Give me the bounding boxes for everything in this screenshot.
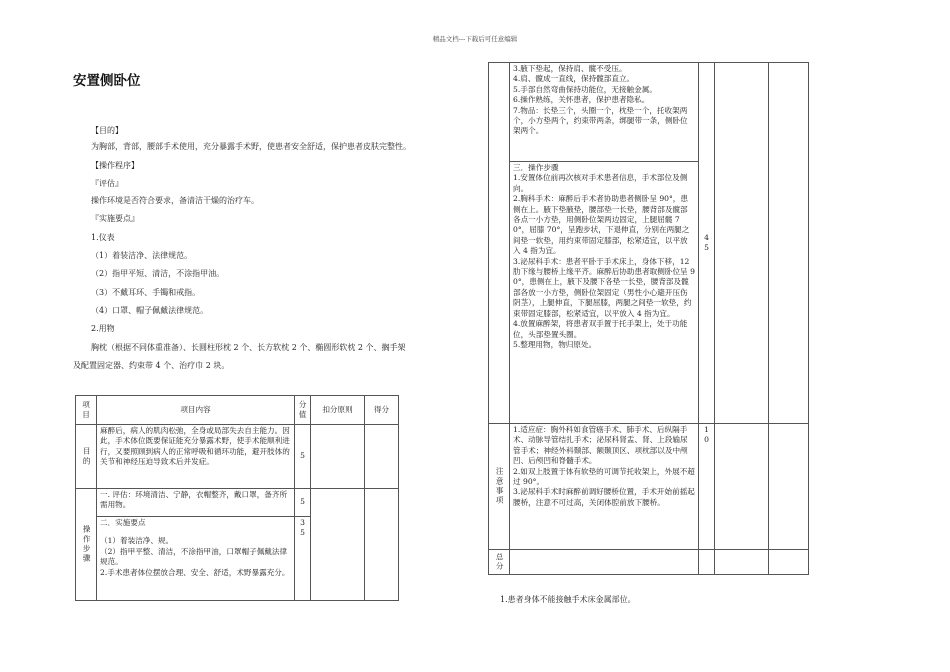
- row-points: [769, 63, 809, 424]
- supplies-text-line-2: 及配置固定器、约束带 4 个、治疗巾 2 块。: [73, 361, 230, 370]
- section-purpose-heading: 【目的】: [91, 126, 123, 135]
- row-deduction: [715, 63, 769, 424]
- page-title: 安置侧卧位: [73, 73, 141, 89]
- appearance-item-1: （1）着装洁净、法律规范。: [91, 251, 193, 260]
- supplies-text-line-1: 胸枕（根据不同体重准备）、长圆柱形枕 2 个、长方软枕 2 个、椭圆形软枕 2 个、搁手架: [91, 343, 406, 352]
- row-score: 5: [295, 489, 311, 517]
- assessment-heading: 『评估』: [91, 179, 123, 188]
- row-score: 45: [699, 63, 715, 424]
- row-points: [769, 424, 809, 550]
- header-item: 项目: [76, 396, 97, 425]
- row-content: 1.适应症：胸外科如食管癌手术、肺手术、后纵隔手术、动脉导管结扎手术；泌尿科肾盂、肾、上段输尿管手术；神经外科颞部、额颞顶区、项枕部以及中颅凹、后颅凹和脊髓手术。 2.如双上肢置于体有软垫的可调节托收架上，外展不超过 90°。 3.泌尿科手术时麻醉前调好腰桥位置，手术开始前摇起腰桥，注意不可过高，关闭体腔前放下腰桥。: [510, 424, 699, 550]
- row-score: [699, 550, 715, 575]
- section-procedure-heading: 【操作程序】: [91, 161, 139, 170]
- table-row: [489, 63, 809, 162]
- header-content: 项目内容: [97, 396, 295, 425]
- implementation-heading: 『实施要点』: [91, 214, 139, 223]
- table-row: [76, 489, 399, 517]
- header-points: 得分: [365, 396, 399, 425]
- header-note: 精品文档---下载后可任意编辑: [432, 35, 518, 43]
- assessment-text: 操作环境是否符合要求，备清洁干燥的治疗车。: [91, 196, 259, 205]
- right-score-table: [488, 62, 809, 575]
- footer-note: 1.患者身体不能接触手术床金属部位。: [500, 595, 636, 604]
- row-deduction: [715, 550, 769, 575]
- supplies-heading: 2.用物: [91, 324, 115, 333]
- row-deduction: [715, 424, 769, 550]
- row-content: 麻醉后，病人的肌肉松弛，全身或局部失去自主能力。因此，手术体位既要保证能充分暴露术野，使手术能顺利进行，又要照顾到病人的正常呼吸和循环功能，避开肢体的关节和神经压迫导致术后并发症。: [97, 425, 295, 489]
- table-row: [489, 424, 809, 550]
- appearance-item-3: （3）不戴耳环、手镯和戒指。: [91, 288, 201, 297]
- row-deduction: [311, 489, 365, 601]
- row-content: 三．操作步骤 1.安置体位前再次核对手术患者信息，手术部位及侧向。 2.胸科手术：麻醉后手术者协助患者侧卧呈 90°，患侧在上。腋下垫腋垫，腰部垫一长垫，腰背部及髋部各点一小方垫，用侧卧位架两边固定，上腿屈髋 70°，屈膝 70°，呈跑步状，下退伸直，分别在两腿之间垫一软垫，用约束带固定膝部，松紧适宜，以平放入 4 指为宜。 3.泌尿科手术：患者平卧于手术床上，身体下移，12 肋下缘与腰桥上缘平齐。麻醉后协助患者取侧卧位呈 90°，患侧在上，腋下及腰下各垫一长垫，腰背部及髋部各放一小方垫，侧卧位架固定（男性小心避开压伤阴茎），上腿伸直，下腿屈膝，两腿之间垫一软垫，约束带固定膝部，松紧适宜，以平放入 4 指为宜。 4.放置麻醉架，将患者双手置于托手架上，处于功能位，头部垫置头圈。 5.整理用物，物归原处。: [510, 162, 699, 424]
- row-content: 3.腋下垫起，保持肩、髋不受压。 4.肩、髋成一直线，保持髋部直立。 5.手部自然弯曲保持功能位，无接触金属。 6.操作熟练，关怀患者，保护患者隐私。 7.物品：长垫三个，头圈一个，枕垫一个，托收架两个，小方垫两个，约束带两条，绑腿带一条，侧卧位架两个。: [510, 63, 699, 162]
- left-score-table: [75, 395, 399, 601]
- purpose-text: 为胸部，背部，腰部手术使用，充分暴露手术野，使患者安全舒适，保护患者皮肤完整性。: [91, 142, 411, 151]
- row-deduction: [311, 425, 365, 489]
- appearance-item-2: （2）指甲平短、清洁，不涂指甲油。: [91, 269, 225, 278]
- row-points: [769, 550, 809, 575]
- appearance-item-4: （4）口罩、帽子佩戴法律规范。: [91, 306, 209, 315]
- table-row: [76, 425, 399, 489]
- header-score: 分值: [295, 396, 311, 425]
- row-item-label: 总分: [489, 550, 510, 575]
- row-score: 5: [295, 425, 311, 489]
- row-points: [365, 425, 399, 489]
- row-item-label: 目的: [76, 425, 97, 489]
- row-item-label: [489, 63, 510, 424]
- row-content: 二．实施要点 （1）着装洁净、规。 （2）指甲平整、清洁，不涂指甲油，口罩帽子佩戴法律规范。 2.手术患者体位摆放合理、安全、舒适，术野暴露充分。: [97, 517, 295, 601]
- row-item-label: 操作步骤: [76, 489, 97, 601]
- table-row: [489, 550, 809, 575]
- row-points: [365, 489, 399, 601]
- row-content: 一. 评估：环境清洁、宁静，衣帽整齐，戴口罩，备齐所需用物。: [97, 489, 295, 517]
- table-header-row: [76, 396, 399, 425]
- header-deduction: 扣分原则: [311, 396, 365, 425]
- row-item-label: 注意事项: [489, 424, 510, 550]
- appearance-heading: 1.仪表: [91, 233, 115, 242]
- row-score: 10: [699, 424, 715, 550]
- row-score: 35: [295, 517, 311, 601]
- row-content: [510, 550, 699, 575]
